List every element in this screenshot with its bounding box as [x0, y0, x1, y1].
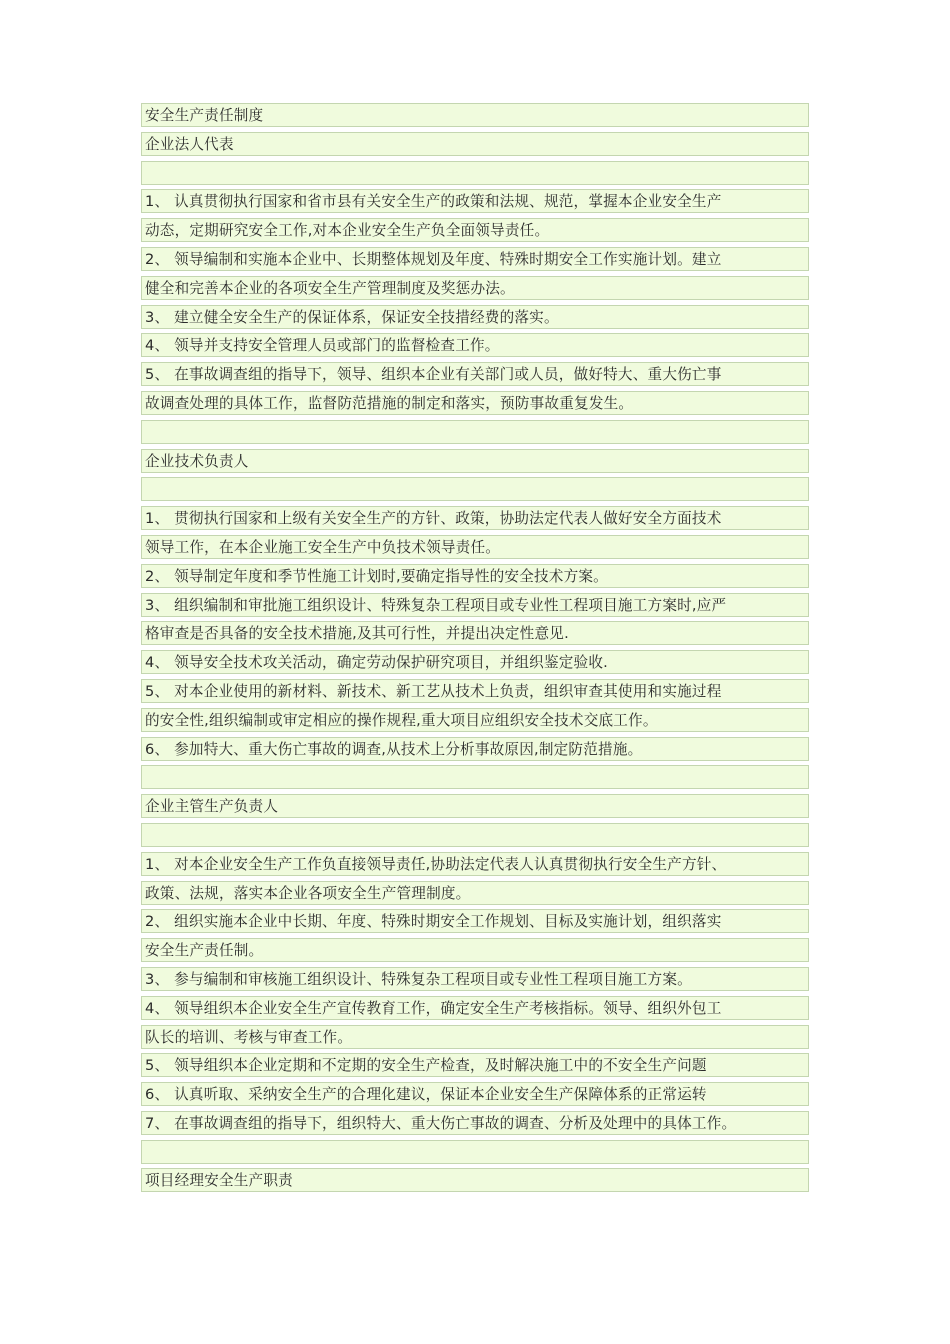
text-line: 队长的培训、考核与审查工作。 [141, 1025, 809, 1049]
text-line: 故调查处理的具体工作，监督防范措施的制定和落实，预防事故重复发生。 [141, 391, 809, 415]
text-line: 的安全性,组织编制或审定相应的操作规程,重大项目应组织安全技术交底工作。 [141, 708, 809, 732]
section-heading-project-manager: 项目经理安全生产职责 [141, 1168, 809, 1192]
text-line: 健全和完善本企业的各项安全生产管理制度及奖惩办法。 [141, 276, 809, 300]
blank-row [141, 823, 809, 847]
text-line: 领导工作，在本企业施工安全生产中负技术领导责任。 [141, 535, 809, 559]
text-line: 动态，定期研究安全工作,对本企业安全生产负全面领导责任。 [141, 218, 809, 242]
blank-row [141, 1140, 809, 1164]
text-line: 6、 认真听取、采纳安全生产的合理化建议，保证本企业安全生产保障体系的正常运转 [141, 1082, 809, 1106]
document-body [141, 103, 809, 1197]
text-line: 7、 在事故调查组的指导下，组织特大、重大伤亡事故的调查、分析及处理中的具体工作。 [141, 1111, 809, 1135]
text-line: 2、 领导编制和实施本企业中、长期整体规划及年度、特殊时期安全工作实施计划。建立 [141, 247, 809, 271]
text-line: 安全生产责任制。 [141, 938, 809, 962]
text-line: 3、 参与编制和审核施工组织设计、特殊复杂工程项目或专业性工程项目施工方案。 [141, 967, 809, 991]
text-line: 2、 组织实施本企业中长期、年度、特殊时期安全工作规划、目标及实施计划，组织落实 [141, 909, 809, 933]
text-line: 2、 领导制定年度和季节性施工计划时,要确定指导性的安全技术方案。 [141, 564, 809, 588]
blank-row [141, 420, 809, 444]
section-heading-legal-representative: 企业法人代表 [141, 132, 809, 156]
section-heading-technical-head: 企业技术负责人 [141, 449, 809, 473]
text-line: 4、 领导并支持安全管理人员或部门的监督检查工作。 [141, 333, 809, 357]
section-heading-production-head: 企业主管生产负责人 [141, 794, 809, 818]
text-line: 3、 组织编制和审批施工组织设计、特殊复杂工程项目或专业性工程项目施工方案时,应严 [141, 593, 809, 617]
blank-row [141, 765, 809, 789]
text-line: 1、 贯彻执行国家和上级有关安全生产的方针、政策，协助法定代表人做好安全方面技术 [141, 506, 809, 530]
text-line: 4、 领导组织本企业安全生产宣传教育工作，确定安全生产考核指标。领导、组织外包工 [141, 996, 809, 1020]
blank-row [141, 477, 809, 501]
text-line: 1、 对本企业安全生产工作负直接领导责任,协助法定代表人认真贯彻执行安全生产方针、 [141, 852, 809, 876]
text-line: 6、 参加特大、重大伤亡事故的调查,从技术上分析事故原因,制定防范措施。 [141, 737, 809, 761]
text-line: 5、 对本企业使用的新材料、新技术、新工艺从技术上负责，组织审查其使用和实施过程 [141, 679, 809, 703]
text-line: 5、 领导组织本企业定期和不定期的安全生产检查，及时解决施工中的不安全生产问题 [141, 1053, 809, 1077]
text-line: 5、 在事故调查组的指导下，领导、组织本企业有关部门或人员，做好特大、重大伤亡事 [141, 362, 809, 386]
text-line: 1、 认真贯彻执行国家和省市县有关安全生产的政策和法规、规范，掌握本企业安全生产 [141, 189, 809, 213]
blank-row [141, 161, 809, 185]
text-line: 格审查是否具备的安全技术措施,及其可行性，并提出决定性意见. [141, 621, 809, 645]
text-line: 4、 领导安全技术攻关活动，确定劳动保护研究项目，并组织鉴定验收. [141, 650, 809, 674]
doc-title: 安全生产责任制度 [141, 103, 809, 127]
text-line: 3、 建立健全安全生产的保证体系，保证安全技措经费的落实。 [141, 305, 809, 329]
text-line: 政策、法规，落实本企业各项安全生产管理制度。 [141, 881, 809, 905]
